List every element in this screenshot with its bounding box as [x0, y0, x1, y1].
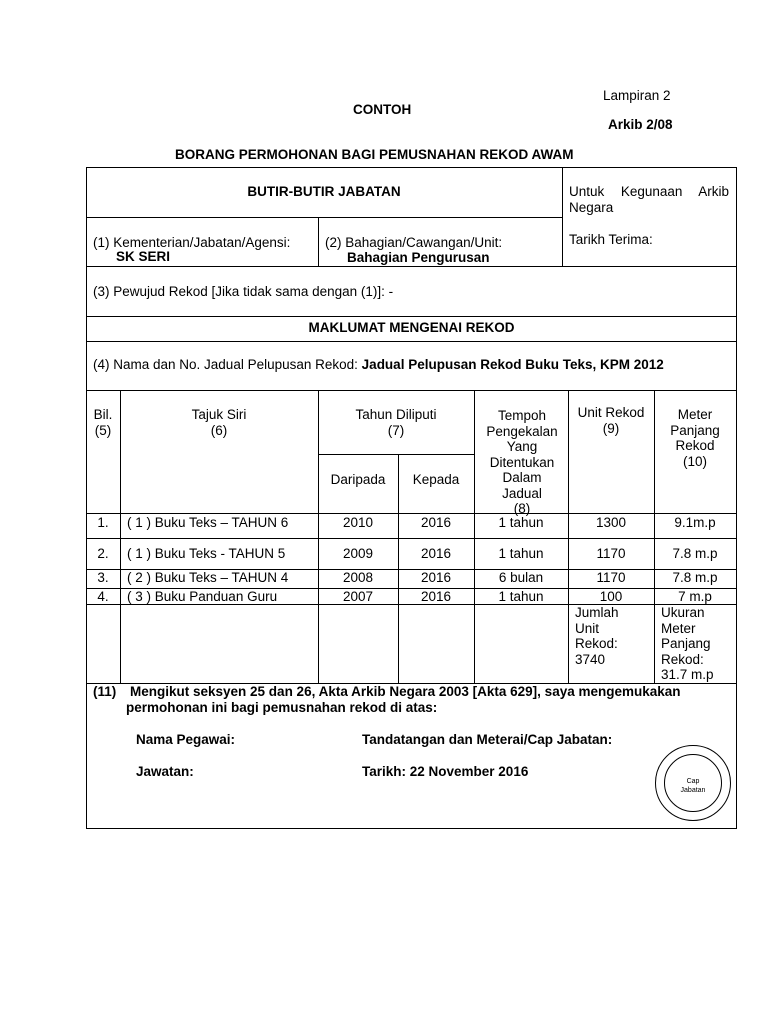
ukuran-meter-panjang: Ukuran Meter Panjang Rekod: 31.7 m.p	[661, 605, 714, 682]
tandatangan-label: Tandatangan dan Meterai/Cap Jabatan:	[362, 732, 613, 747]
header-daripada: Daripada	[330, 472, 386, 487]
row2-unit: 1170	[596, 546, 626, 561]
divider-tahun-sub	[318, 454, 474, 455]
row2-kepada: 2016	[420, 546, 452, 561]
header-meter-number: (10)	[682, 453, 707, 469]
jawatan-label: Jawatan:	[136, 764, 194, 779]
row1-daripada: 2010	[342, 515, 374, 530]
row3-meter: 7.8 m.p	[672, 570, 718, 585]
row2-meter: 7.8 m.p	[672, 546, 718, 561]
header-unit-rekod	[568, 405, 654, 436]
row4-tempoh: 1 tahun	[498, 589, 544, 604]
header-tempoh	[486, 408, 558, 517]
row4-tajuk: ( 3 ) Buku Panduan Guru	[127, 589, 278, 604]
row4-bil: 4.	[97, 589, 109, 604]
row4-unit: 100	[599, 589, 623, 604]
col-line-unit	[654, 390, 655, 683]
declaration-line-2: permohonan ini bagi pemusnahan rekod di atas:	[126, 700, 438, 715]
row3-tajuk: ( 2 ) Buku Teks – TAHUN 4	[127, 570, 289, 585]
header-bil-number: (5)	[94, 422, 112, 438]
maklumat-rekod-heading: MAKLUMAT MENGENAI REKOD	[308, 320, 515, 335]
bahagian-value: Bahagian Pengurusan	[347, 250, 490, 265]
border-top	[86, 167, 737, 168]
header-tajuk-label: Tajuk Siri	[191, 407, 247, 422]
jadual-label-text: (4) Nama dan No. Jadual Pelupusan Rekod:	[93, 357, 358, 372]
divider-maklumat	[86, 341, 737, 342]
declaration-line-1: Mengikut seksyen 25 dan 26, Akta Arkib Negara 2003 [Akta 629], saya mengemukakan	[130, 684, 681, 699]
row3-bil: 3.	[97, 570, 109, 585]
stamp-label-line2: Jabatan	[680, 787, 706, 794]
header-unit-number: (9)	[602, 420, 620, 436]
row2-tajuk: ( 1 ) Buku Teks - TAHUN 5	[127, 546, 286, 561]
header-tempoh-label: Tempoh Pengekalan Yang Ditentukan Dalam Jadual	[486, 408, 558, 501]
row3-kepada: 2016	[420, 570, 452, 585]
row1-meter: 9.1m.p	[674, 515, 716, 530]
divider-row2	[86, 266, 737, 267]
kementerian-value: SK SERI	[116, 249, 171, 264]
divider-header-bottom	[86, 513, 737, 514]
divider-kementerian-bahagian	[318, 217, 319, 267]
row2-daripada: 2009	[342, 546, 374, 561]
contoh-label: CONTOH	[353, 102, 412, 117]
row3-daripada: 2008	[342, 570, 374, 585]
stamp-label-line1: Cap	[686, 778, 700, 785]
header-meter-panjang	[664, 407, 726, 469]
row1-kepada: 2016	[420, 515, 452, 530]
declaration-number: (11)	[93, 684, 117, 699]
header-tajuk-number: (6)	[210, 422, 228, 438]
divider-row3	[86, 316, 737, 317]
row2-bil: 2.	[97, 546, 109, 561]
header-bil-label: Bil.	[93, 407, 113, 422]
arkib-reference: Arkib 2/08	[608, 117, 673, 132]
row1-tempoh: 1 tahun	[498, 515, 544, 530]
header-tajuk-siri	[120, 407, 318, 438]
butir-jabatan-heading: BUTIR-BUTIR JABATAN	[247, 184, 401, 199]
pewujud-rekod-label: (3) Pewujud Rekod [Jika tidak sama dengan (1)]: -	[93, 284, 394, 299]
row1-tajuk: ( 1 ) Buku Teks – TAHUN 6	[127, 515, 289, 530]
header-kepada: Kepada	[412, 472, 460, 487]
header-tahun-number: (7)	[387, 422, 405, 438]
divider-row-1	[86, 538, 737, 539]
nama-pegawai-label: Nama Pegawai:	[136, 732, 236, 747]
divider-arkib-column	[562, 167, 563, 267]
row1-bil: 1.	[97, 515, 109, 530]
row3-unit: 1170	[596, 570, 626, 585]
stamp-label	[664, 777, 722, 795]
tarikh-terima-label: Tarikh Terima:	[569, 232, 653, 247]
arkib-use-label: Untuk Kegunaan Arkib Negara	[569, 184, 729, 215]
kementerian-label: (1) Kementerian/Jabatan/Agensi:	[93, 235, 291, 250]
border-bottom	[86, 828, 737, 829]
divider-jadual	[86, 390, 737, 391]
divider-under-butir	[86, 217, 562, 218]
bahagian-label: (2) Bahagian/Cawangan/Unit:	[325, 235, 503, 250]
header-tahun-diliputi	[318, 407, 474, 438]
row4-daripada: 2007	[342, 589, 374, 604]
jadual-value: Jadual Pelupusan Rekod Buku Teks, KPM 2012	[361, 357, 664, 372]
jadual-label	[93, 357, 664, 372]
row1-unit: 1300	[595, 515, 627, 530]
lampiran-label: Lampiran 2	[603, 88, 671, 103]
header-tahun-label: Tahun Diliputi	[355, 407, 437, 422]
row4-meter: 7 m.p	[678, 589, 712, 604]
header-unit-label: Unit Rekod	[577, 405, 645, 420]
header-bil	[86, 407, 120, 438]
row4-kepada: 2016	[420, 589, 452, 604]
header-meter-label: Meter Panjang Rekod	[670, 407, 720, 453]
col-line-kepada	[474, 390, 475, 683]
jumlah-unit-rekod: Jumlah Unit Rekod: 3740	[575, 605, 619, 667]
header-tempoh-number: (8)	[513, 501, 531, 516]
tarikh-label: Tarikh: 22 November 2016	[362, 764, 529, 779]
row3-tempoh: 6 bulan	[498, 570, 544, 585]
form-title: BORANG PERMOHONAN BAGI PEMUSNAHAN REKOD AWAM	[175, 147, 574, 162]
row2-tempoh: 1 tahun	[498, 546, 544, 561]
